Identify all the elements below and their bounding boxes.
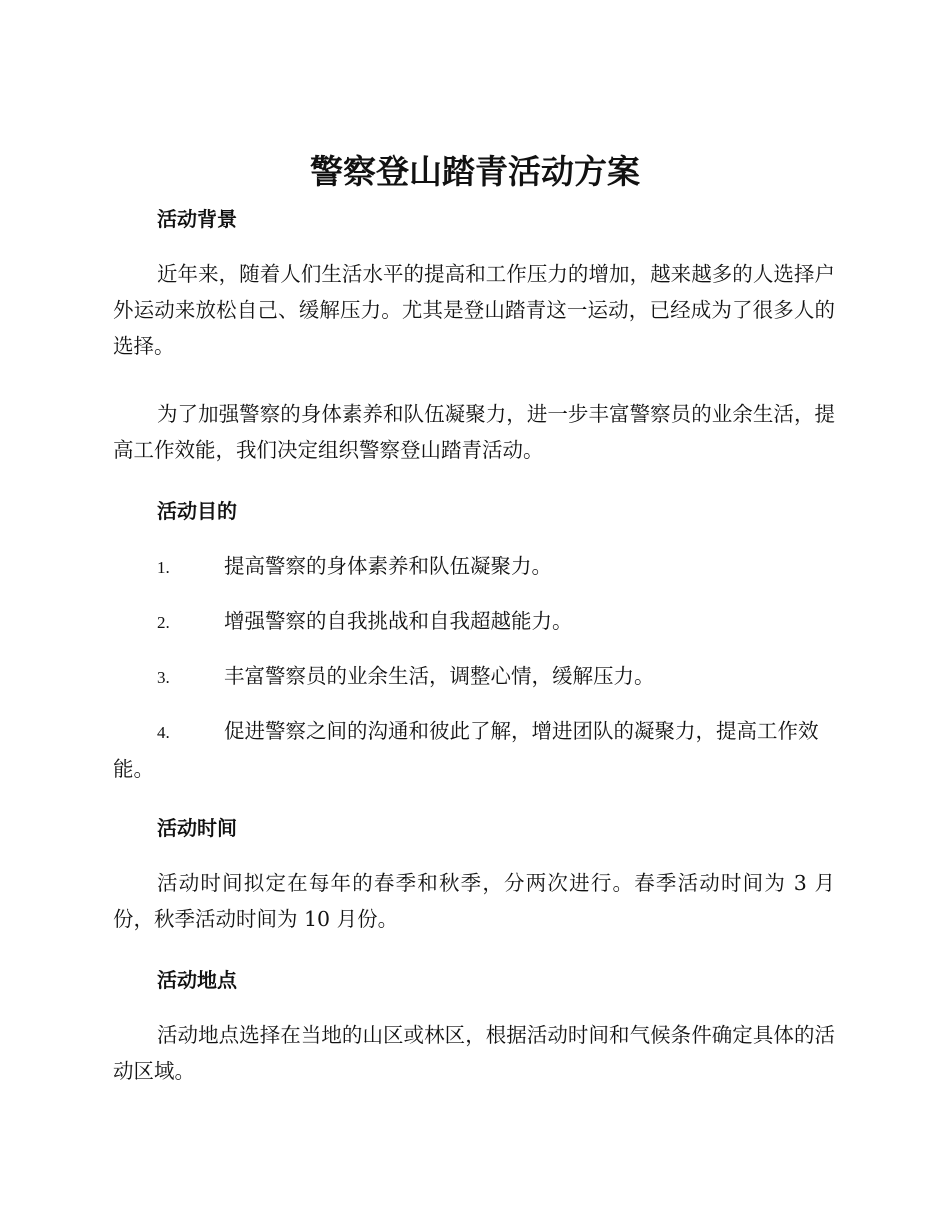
purpose-list-item bbox=[113, 603, 835, 641]
section-heading-purpose: 活动目的 bbox=[157, 499, 237, 523]
list-item-text: 增强警察的自我挑战和自我超越能力。 bbox=[224, 609, 573, 633]
location-paragraph: 活动地点选择在当地的山区或林区，根据活动时间和气候条件确定具体的活动区域。 bbox=[113, 1023, 835, 1083]
list-item-text: 促进警察之间的沟通和彼此了解，增进团队的凝聚力，提高工作效能。 bbox=[113, 719, 819, 781]
background-paragraph-2: 为了加强警察的身体素养和队伍凝聚力，进一步丰富警察员的业余生活，提高工作效能，我们决定组织警察登山踏青活动。 bbox=[113, 402, 835, 462]
section-heading-background: 活动背景 bbox=[157, 207, 237, 231]
document-title: 警察登山踏青活动方案 bbox=[310, 152, 640, 191]
time-paragraph: 活动时间拟定在每年的春季和秋季，分两次进行。春季活动时间为 3 月份，秋季活动时间为 10 月份。 bbox=[113, 871, 835, 931]
purpose-list-item bbox=[113, 713, 835, 787]
list-item-text: 丰富警察员的业余生活，调整心情，缓解压力。 bbox=[224, 664, 655, 688]
purpose-list-item bbox=[113, 658, 835, 696]
list-number: 1. bbox=[157, 558, 170, 577]
list-number: 2. bbox=[157, 613, 170, 632]
list-number: 3. bbox=[157, 668, 170, 687]
background-paragraph-1: 近年来，随着人们生活水平的提高和工作压力的增加，越来越多的人选择户外运动来放松自己、缓解压力。尤其是登山踏青这一运动，已经成为了很多人的选择。 bbox=[113, 262, 835, 358]
list-number: 4. bbox=[157, 723, 170, 742]
section-heading-location: 活动地点 bbox=[157, 968, 237, 992]
purpose-list-item bbox=[113, 548, 835, 586]
section-heading-time: 活动时间 bbox=[157, 816, 237, 840]
list-item-text: 提高警察的身体素养和队伍凝聚力。 bbox=[224, 554, 552, 578]
